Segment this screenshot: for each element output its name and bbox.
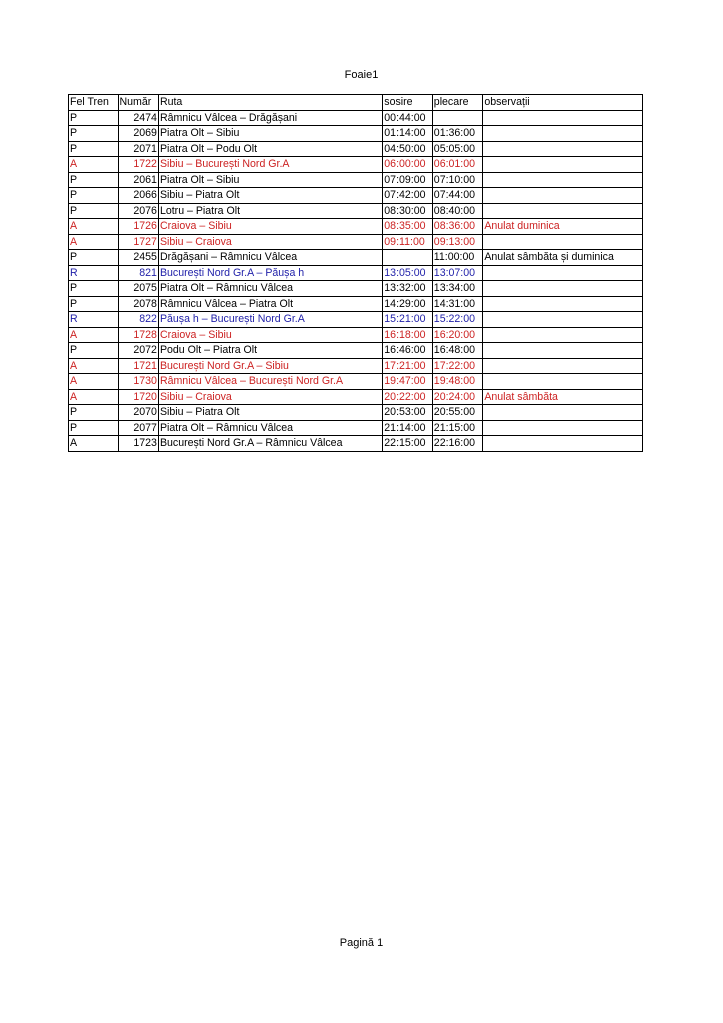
header-train-type: Fel Tren (69, 95, 119, 111)
train-type-cell: A (69, 327, 119, 343)
arrival-time-cell: 07:09:00 (383, 172, 433, 188)
notes-cell (483, 312, 643, 328)
arrival-time-cell: 15:21:00 (383, 312, 433, 328)
arrival-time-cell: 09:11:00 (383, 234, 433, 250)
header-notes: observații (483, 95, 643, 111)
arrival-time-cell: 16:18:00 (383, 327, 433, 343)
train-number-cell: 2061 (118, 172, 158, 188)
train-type-cell: P (69, 420, 119, 436)
header-arrival: sosire (383, 95, 433, 111)
table-row (69, 126, 643, 142)
arrival-time-cell: 13:05:00 (383, 265, 433, 281)
departure-time-cell: 16:48:00 (432, 343, 483, 359)
notes-cell: Anulat sâmbăta și duminica (483, 250, 643, 266)
table-row (69, 250, 643, 266)
train-number-cell: 822 (118, 312, 158, 328)
departure-time-cell: 14:31:00 (432, 296, 483, 312)
train-type-cell: P (69, 343, 119, 359)
page-footer: Pagină 1 (339, 937, 384, 949)
departure-time-cell: 05:05:00 (432, 141, 483, 157)
table-row (69, 234, 643, 250)
notes-cell (483, 436, 643, 452)
train-number-cell: 2066 (118, 188, 158, 204)
departure-time-cell: 13:07:00 (432, 265, 483, 281)
route-cell: Sibiu – Piatra Olt (158, 188, 382, 204)
train-number-cell: 2069 (118, 126, 158, 142)
notes-cell (483, 327, 643, 343)
sheet-title: Foaie1 (344, 69, 379, 81)
train-number-cell: 1721 (118, 358, 158, 374)
train-number-cell: 1726 (118, 219, 158, 235)
table-row (69, 219, 643, 235)
notes-cell (483, 265, 643, 281)
notes-cell (483, 358, 643, 374)
notes-cell (483, 141, 643, 157)
route-cell: Craiova – Sibiu (158, 327, 382, 343)
train-number-cell: 2474 (118, 110, 158, 126)
train-type-cell: A (69, 157, 119, 173)
train-number-cell: 2072 (118, 343, 158, 359)
arrival-time-cell: 22:15:00 (383, 436, 433, 452)
notes-cell (483, 405, 643, 421)
departure-time-cell: 01:36:00 (432, 126, 483, 142)
train-number-cell: 2076 (118, 203, 158, 219)
header-row (69, 95, 643, 111)
departure-time-cell: 19:48:00 (432, 374, 483, 390)
notes-cell (483, 420, 643, 436)
header-route: Ruta (158, 95, 382, 111)
departure-time-cell: 08:40:00 (432, 203, 483, 219)
table-row (69, 265, 643, 281)
notes-cell (483, 343, 643, 359)
route-cell: Piatra Olt – Sibiu (158, 172, 382, 188)
table-row (69, 389, 643, 405)
route-cell: Piatra Olt – Sibiu (158, 126, 382, 142)
table-row (69, 203, 643, 219)
train-type-cell: A (69, 436, 119, 452)
departure-time-cell: 09:13:00 (432, 234, 483, 250)
arrival-time-cell: 04:50:00 (383, 141, 433, 157)
train-type-cell: P (69, 281, 119, 297)
arrival-time-cell: 08:30:00 (383, 203, 433, 219)
departure-time-cell: 21:15:00 (432, 420, 483, 436)
arrival-time-cell: 21:14:00 (383, 420, 433, 436)
departure-time-cell: 20:55:00 (432, 405, 483, 421)
table-row (69, 420, 643, 436)
departure-time-cell (432, 110, 483, 126)
train-number-cell: 1727 (118, 234, 158, 250)
train-number-cell: 1720 (118, 389, 158, 405)
arrival-time-cell: 17:21:00 (383, 358, 433, 374)
train-type-cell: R (69, 312, 119, 328)
arrival-time-cell: 01:14:00 (383, 126, 433, 142)
departure-time-cell: 07:10:00 (432, 172, 483, 188)
train-type-cell: A (69, 219, 119, 235)
route-cell: Piatra Olt – Râmnicu Vâlcea (158, 281, 382, 297)
train-type-cell: P (69, 110, 119, 126)
route-cell: Craiova – Sibiu (158, 219, 382, 235)
route-cell: Piatra Olt – Podu Olt (158, 141, 382, 157)
header-departure: plecare (432, 95, 483, 111)
route-cell: Sibiu – Piatra Olt (158, 405, 382, 421)
table-row (69, 110, 643, 126)
train-number-cell: 1722 (118, 157, 158, 173)
train-type-cell: P (69, 250, 119, 266)
train-number-cell: 2078 (118, 296, 158, 312)
arrival-time-cell: 20:53:00 (383, 405, 433, 421)
train-type-cell: A (69, 374, 119, 390)
route-cell: București Nord Gr.A – Sibiu (158, 358, 382, 374)
train-type-cell: P (69, 188, 119, 204)
train-number-cell: 2075 (118, 281, 158, 297)
header-train-number: Număr (118, 95, 158, 111)
route-cell: Sibiu – Craiova (158, 389, 382, 405)
table-row (69, 188, 643, 204)
arrival-time-cell: 20:22:00 (383, 389, 433, 405)
train-type-cell: P (69, 126, 119, 142)
route-cell: Piatra Olt – Râmnicu Vâlcea (158, 420, 382, 436)
arrival-time-cell: 08:35:00 (383, 219, 433, 235)
train-number-cell: 2071 (118, 141, 158, 157)
departure-time-cell: 13:34:00 (432, 281, 483, 297)
departure-time-cell: 08:36:00 (432, 219, 483, 235)
route-cell: București Nord Gr.A – Râmnicu Vâlcea (158, 436, 382, 452)
table-row (69, 374, 643, 390)
train-number-cell: 1728 (118, 327, 158, 343)
notes-cell (483, 234, 643, 250)
arrival-time-cell: 06:00:00 (383, 157, 433, 173)
train-number-cell: 1730 (118, 374, 158, 390)
arrival-time-cell: 13:32:00 (383, 281, 433, 297)
train-number-cell: 1723 (118, 436, 158, 452)
train-number-cell: 2077 (118, 420, 158, 436)
table-row (69, 358, 643, 374)
table-row (69, 327, 643, 343)
route-cell: Păușa h – București Nord Gr.A (158, 312, 382, 328)
arrival-time-cell: 00:44:00 (383, 110, 433, 126)
arrival-time-cell: 07:42:00 (383, 188, 433, 204)
departure-time-cell: 06:01:00 (432, 157, 483, 173)
notes-cell (483, 188, 643, 204)
table-row (69, 141, 643, 157)
train-type-cell: A (69, 389, 119, 405)
departure-time-cell: 11:00:00 (432, 250, 483, 266)
route-cell: Lotru – Piatra Olt (158, 203, 382, 219)
train-type-cell: A (69, 358, 119, 374)
train-type-cell: P (69, 141, 119, 157)
notes-cell (483, 126, 643, 142)
notes-cell (483, 172, 643, 188)
notes-cell (483, 374, 643, 390)
notes-cell: Anulat sâmbăta (483, 389, 643, 405)
train-timetable (68, 94, 643, 452)
route-cell: București Nord Gr.A – Păușa h (158, 265, 382, 281)
train-type-cell: R (69, 265, 119, 281)
route-cell: Sibiu – Craiova (158, 234, 382, 250)
train-number-cell: 821 (118, 265, 158, 281)
table-row (69, 436, 643, 452)
train-number-cell: 2070 (118, 405, 158, 421)
departure-time-cell: 22:16:00 (432, 436, 483, 452)
arrival-time-cell: 16:46:00 (383, 343, 433, 359)
departure-time-cell: 17:22:00 (432, 358, 483, 374)
table-row (69, 343, 643, 359)
train-type-cell: P (69, 172, 119, 188)
table-row (69, 296, 643, 312)
table-row (69, 172, 643, 188)
timetable-body (69, 110, 643, 451)
train-type-cell: P (69, 405, 119, 421)
route-cell: Sibiu – București Nord Gr.A (158, 157, 382, 173)
route-cell: Râmnicu Vâlcea – Piatra Olt (158, 296, 382, 312)
arrival-time-cell: 19:47:00 (383, 374, 433, 390)
arrival-time-cell: 14:29:00 (383, 296, 433, 312)
departure-time-cell: 15:22:00 (432, 312, 483, 328)
train-type-cell: P (69, 296, 119, 312)
table-row (69, 312, 643, 328)
notes-cell (483, 110, 643, 126)
train-type-cell: P (69, 203, 119, 219)
arrival-time-cell (383, 250, 433, 266)
table-row (69, 157, 643, 173)
notes-cell: Anulat duminica (483, 219, 643, 235)
notes-cell (483, 157, 643, 173)
departure-time-cell: 16:20:00 (432, 327, 483, 343)
departure-time-cell: 07:44:00 (432, 188, 483, 204)
route-cell: Podu Olt – Piatra Olt (158, 343, 382, 359)
route-cell: Râmnicu Vâlcea – Drăgășani (158, 110, 382, 126)
notes-cell (483, 281, 643, 297)
notes-cell (483, 203, 643, 219)
route-cell: Râmnicu Vâlcea – București Nord Gr.A (158, 374, 382, 390)
table-row (69, 405, 643, 421)
table-row (69, 281, 643, 297)
train-number-cell: 2455 (118, 250, 158, 266)
route-cell: Drăgășani – Râmnicu Vâlcea (158, 250, 382, 266)
notes-cell (483, 296, 643, 312)
train-type-cell: A (69, 234, 119, 250)
departure-time-cell: 20:24:00 (432, 389, 483, 405)
